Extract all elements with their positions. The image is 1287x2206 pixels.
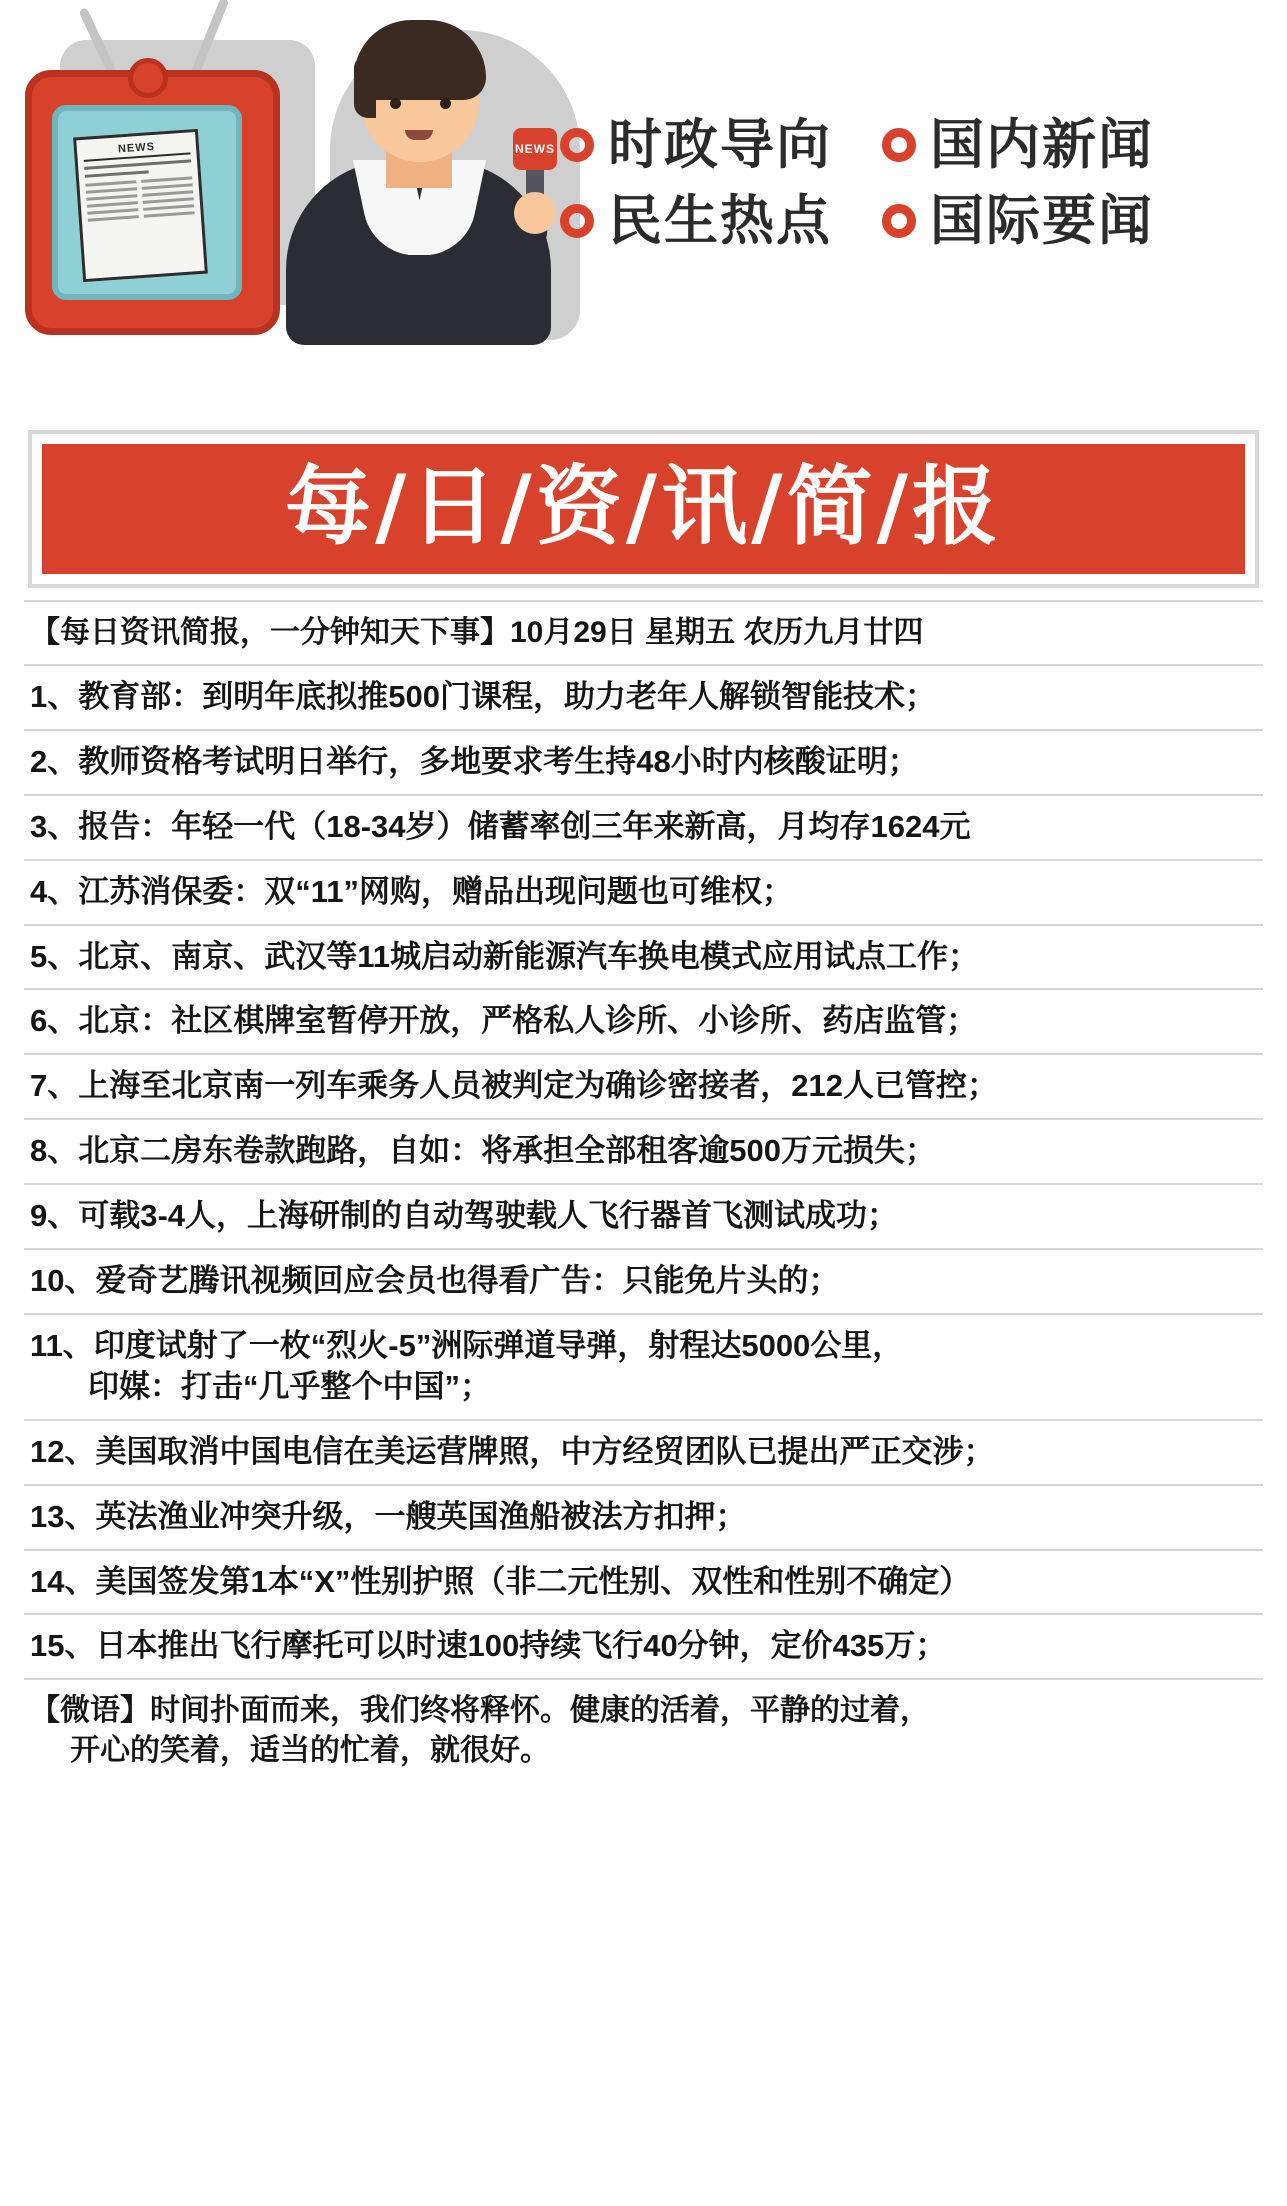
footer-quote-line-2: 开心的笑着，适当的忙着，就很好。 (70, 1733, 550, 1767)
footer-quote-line-1: 【微语】时间扑面而来，我们终将释怀。健康的活着，平静的过着， (30, 1694, 930, 1728)
slogan-group (560, 115, 1260, 270)
slogan-livelihood: 民生热点 (608, 191, 832, 251)
microphone-icon: NEWS (513, 128, 557, 170)
footer-quote (24, 1680, 1263, 1781)
header-illustration (0, 0, 1287, 430)
anchor-hair-side (354, 56, 376, 118)
list-item: 10、爱奇艺腾讯视频回应会员也得看广告：只能免片头的； (24, 1250, 1263, 1315)
page-title: 每/日/资/讯/简/报 (284, 457, 1003, 557)
list-item: 1、教育部：到明年底拟推500门课程，助力老年人解锁智能技术； (24, 666, 1263, 731)
briefing-headline: 【每日资讯简报，一分钟知天下事】10月29日 星期五 农历九月廿四 (24, 602, 1263, 666)
list-item-line-1: 11、印度试射了一枚“烈火-5”洲际弹道导弹，射程达5000公里， (30, 1327, 904, 1363)
newspaper-line (85, 170, 149, 177)
list-item: 14、美国签发第1本“X”性别护照（非二元性别、双性和性别不确定） (24, 1551, 1263, 1616)
bullet-circle-icon (560, 128, 594, 162)
title-banner (42, 444, 1245, 574)
newspaper-icon (73, 129, 208, 282)
slogan-row-2 (560, 191, 1260, 251)
anchor-eye-left (390, 98, 401, 109)
title-banner-frame (28, 430, 1259, 588)
list-item: 15、日本推出飞行摩托可以时速100持续飞行40分钟，定价435万； (24, 1615, 1263, 1680)
slogan-politics: 时政导向 (608, 115, 832, 175)
list-item: 6、北京：社区棋牌室暂停开放，严格私人诊所、小诊所、药店监管； (24, 990, 1263, 1055)
newspaper-column (85, 180, 139, 225)
slogan-domestic: 国内新闻 (930, 115, 1154, 175)
news-anchor-illustration (268, 10, 568, 340)
list-item: 2、教师资格考试明日举行，多地要求考生持48小时内核酸证明； (24, 731, 1263, 796)
anchor-eye-right (440, 98, 451, 109)
bullet-circle-icon (882, 128, 916, 162)
list-item: 13、英法渔业冲突升级，一艘英国渔船被法方扣押； (24, 1486, 1263, 1551)
list-item: 3、报告：年轻一代（18-34岁）储蓄率创三年来新高，月均存1624元 (24, 796, 1263, 861)
list-item: 4、江苏消保委：双“11”网购，赠品出现问题也可维权； (24, 861, 1263, 926)
list-item: 7、上海至北京南一列车乘务人员被判定为确诊密接者，212人已管控； (24, 1055, 1263, 1120)
newspaper-column (141, 176, 195, 221)
newspaper-columns (85, 176, 195, 225)
list-item: 5、北京、南京、武汉等11城启动新能源汽车换电模式应用试点工作； (24, 926, 1263, 991)
list-item: 12、美国取消中国电信在美运营牌照，中方经贸团队已提出严正交涉； (24, 1421, 1263, 1486)
newspaper-masthead: NEWS (83, 138, 191, 161)
slogan-international: 国际要闻 (930, 191, 1154, 251)
news-list (24, 600, 1263, 1781)
list-item (24, 1315, 1263, 1421)
list-item: 8、北京二房东卷款跑路，自如：将承担全部租客逾500万元损失； (24, 1120, 1263, 1185)
newspaper-line (84, 159, 191, 169)
list-item: 9、可载3-4人，上海研制的自动驾驶载人飞行器首飞测试成功； (24, 1185, 1263, 1250)
slogan-row-1 (560, 115, 1260, 175)
tv-screen (52, 105, 242, 300)
anchor-hand (514, 192, 556, 234)
tv-knob (128, 58, 168, 98)
list-item-line-2: 印媒：打击“几乎整个中国”； (88, 1368, 491, 1404)
bullet-circle-icon (560, 204, 594, 238)
bullet-circle-icon (882, 204, 916, 238)
